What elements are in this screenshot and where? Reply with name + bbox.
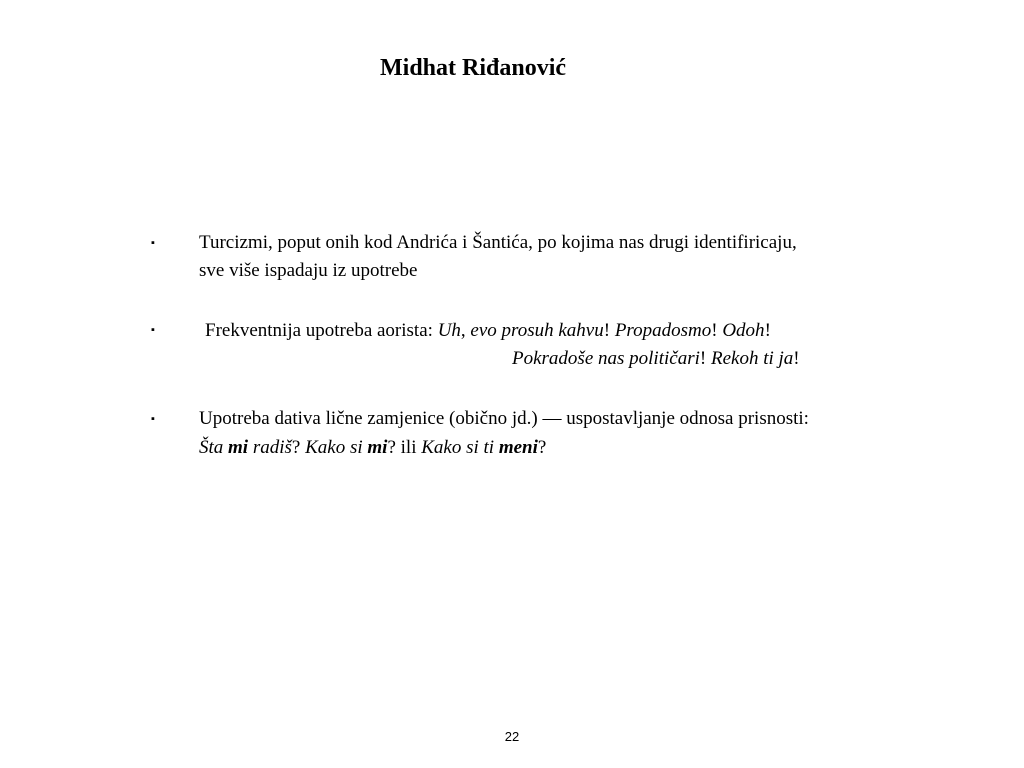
bullet-3-line-2 xyxy=(199,436,546,460)
page-number: 22 xyxy=(504,729,520,744)
example-rekoh-ti-ja: Rekoh ti ja xyxy=(710,348,794,369)
bullet-2-text: Frekventnija upotreba aorista: xyxy=(205,320,438,341)
bullet-marker-1: ▪ xyxy=(151,237,155,249)
example-kako-si-ti: Kako si ti xyxy=(421,437,499,458)
bullet-marker-3: ▪ xyxy=(151,413,155,425)
punct: ! xyxy=(711,320,723,341)
emphasis-mi: mi xyxy=(228,437,249,458)
slide-title: Midhat Riđanović xyxy=(380,55,567,81)
example-kako-si: Kako si xyxy=(305,437,368,458)
bullet-2-line-2 xyxy=(512,347,800,371)
connector-ili: ? ili xyxy=(387,437,422,458)
bullet-1-line-2: sve više ispadaju iz upotrebe xyxy=(199,260,418,281)
bullet-marker-2: ▪ xyxy=(151,324,155,336)
punct: ? xyxy=(291,437,306,458)
punct: ? xyxy=(537,437,547,458)
example-pokradose: Pokradoše nas političari xyxy=(512,348,700,369)
example-odoh: Odoh xyxy=(722,320,765,341)
bullet-2-line-1 xyxy=(205,319,771,343)
example-evo-prosuh-kahvu: evo prosuh kahvu xyxy=(470,320,604,341)
punct: ! xyxy=(764,320,771,341)
bullet-1-line-1: Turcizmi, poput onih kod Andrića i Šantića, po kojima nas drugi identifiricaju, xyxy=(199,232,797,253)
example-radis: radiš xyxy=(248,437,292,458)
punct: , xyxy=(460,320,471,341)
example-uh: Uh xyxy=(437,320,461,341)
example-sta: Šta xyxy=(199,437,229,458)
example-propadosmo: Propadosmo xyxy=(614,320,712,341)
punct: ! xyxy=(603,320,615,341)
punct: ! xyxy=(793,348,800,369)
emphasis-mi: mi xyxy=(367,437,388,458)
emphasis-meni: meni xyxy=(498,437,538,458)
punct: ! xyxy=(699,348,711,369)
bullet-3-line-1: Upotreba dativa lične zamjenice (obično jd.) — uspostavljanje odnosa prisnosti: xyxy=(199,408,809,429)
